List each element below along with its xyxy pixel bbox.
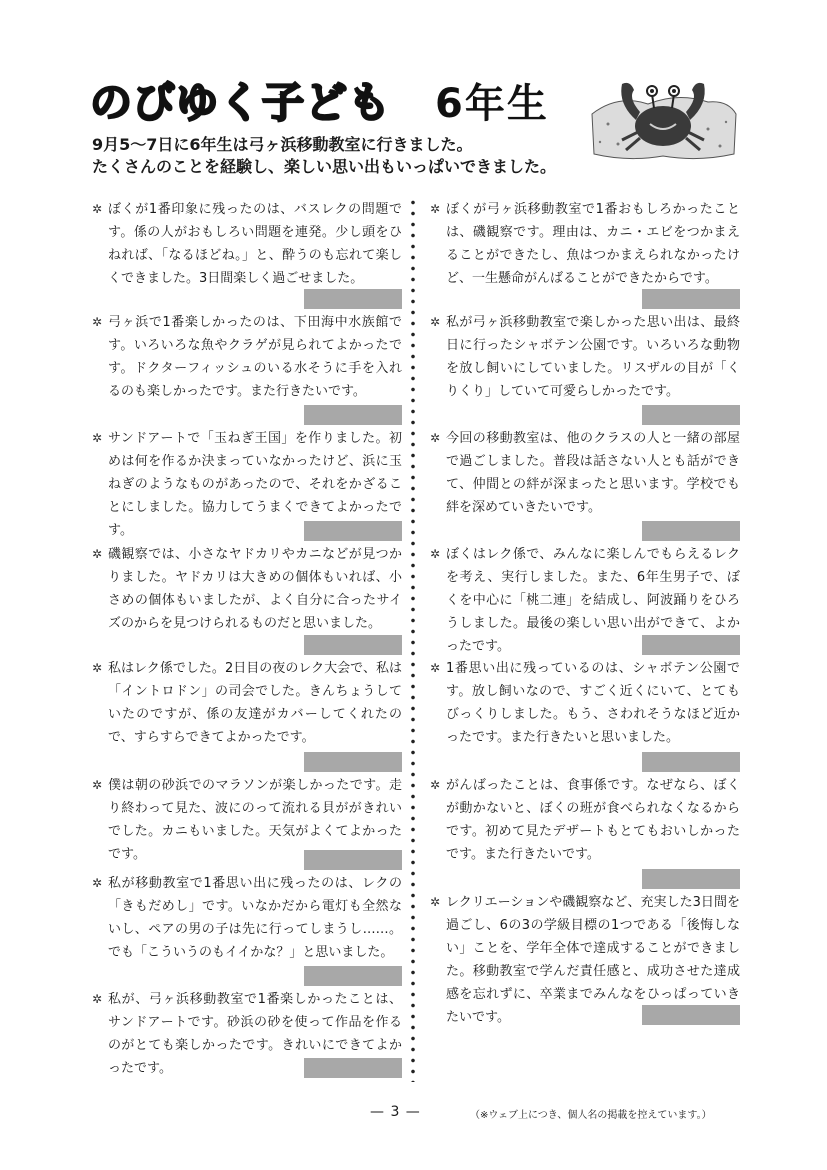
- list-item: [430, 543, 740, 657]
- entry-text: 私が弓ヶ浜移動教室で楽しかった思い出は、最終日に行ったシャボテン公園です。いろいろな動物を放し飼いにしていました。リスザルの目が「くりくり」していて可愛らしかったです。: [446, 315, 740, 399]
- bullet-icon: ✲: [430, 778, 441, 792]
- entry-text: 今回の移動教室は、他のクラスの人と一緒の部屋で過ごしました。普段は話さない人とも話ができて、仲間との絆が深まったと思います。学校でも絆を深めていきたいです。: [446, 431, 740, 515]
- list-item: [92, 872, 402, 988]
- bullet-icon: ✲: [430, 661, 441, 675]
- list-item: [92, 774, 402, 872]
- redacted-name: [304, 966, 402, 986]
- redacted-name: [304, 1058, 402, 1078]
- column-divider: [408, 197, 418, 1082]
- page-number: — 3 —: [370, 1104, 421, 1120]
- subtitle-line-1: 9月5～7日に6年生は弓ヶ浜移動教室に行きました。: [92, 135, 473, 154]
- bullet-icon: ✲: [92, 778, 103, 792]
- entry-text: 私が移動教室で1番思い出に残ったのは、レクの「きもだめし」です。いなかだから電灯も全然ないし、ペアの男の子は先に行ってしまうし……。でも「こういうのもイイかな？」と思いました。: [108, 876, 402, 960]
- privacy-note: （※ウェブ上につき、個人名の掲載を控えています。）: [470, 1110, 712, 1121]
- redacted-name: [304, 635, 402, 655]
- list-item: [92, 427, 402, 543]
- list-item: [430, 774, 740, 891]
- redacted-name: [304, 405, 402, 425]
- bullet-icon: ✲: [430, 315, 441, 329]
- bullet-icon: ✲: [430, 895, 441, 909]
- entry-text: 磯観察では、小さなヤドカリやカニなどが見つかりました。ヤドカリは大きめの個体もいれば、小さめの個体もいましたが、よく自分に合ったサイズのからを見つけられるものだと思いました。: [108, 547, 402, 631]
- redacted-name: [304, 752, 402, 772]
- entry-text: ぼくはレク係で、みんなに楽しんでもらえるレクを考え、実行しました。また、6年生男子で、ぼくを中心に「桃二連」を結成し、阿波踊りをひろうしました。最後の楽しい思い出ができて、よかったです。: [446, 547, 740, 654]
- redacted-name: [642, 752, 740, 772]
- entry-text: 私が、弓ヶ浜移動教室で1番楽しかったことは、サンドアートです。砂浜の砂を使って作品を作るのがとても楽しかったです。きれいにできてよかったです。: [108, 992, 402, 1076]
- list-item: [92, 988, 402, 1080]
- list-item: [430, 657, 740, 774]
- redacted-name: [642, 1005, 740, 1025]
- list-item: [92, 657, 402, 774]
- list-item: [430, 427, 740, 543]
- entry-text: レクリエーションや磯観察など、充実した3日間を過ごし、6の3の学級目標の1つである「後悔しない」ことを、学年全体で達成することができました。移動教室で学んだ責任感と、成功させた達成感を忘れずに、卒業までみんなをひっぱっていきたいです。: [446, 895, 740, 1025]
- list-item: [92, 198, 402, 311]
- list-item: [92, 543, 402, 657]
- subtitle-line-2: たくさんのことを経験し、楽しい思い出もいっぱいできました。: [92, 157, 557, 176]
- redacted-name: [642, 289, 740, 309]
- entry-text: 1番思い出に残っているのは、シャボテン公園です。放し飼いなので、すごく近くにいて、とてもびっくりしました。もう、さわれそうなほど近かったです。また行きたいと思いました。: [446, 661, 740, 745]
- bullet-icon: ✲: [92, 431, 103, 445]
- bullet-icon: ✲: [430, 431, 441, 445]
- entry-text: ぼくが弓ヶ浜移動教室で1番おもしろかったことは、磯観察です。理由は、カニ・エビをつかまえることができたし、魚はつかまえられなかったけど、一生懸命がんばることができたからです。: [446, 202, 740, 286]
- page-title: のびゆく子ども: [90, 78, 392, 127]
- bullet-icon: ✲: [92, 547, 103, 561]
- redacted-name: [642, 635, 740, 655]
- bullet-icon: ✲: [92, 992, 103, 1006]
- entry-text: サンドアートで「玉ねぎ王国」を作りました。初めは何を作るか決まっていなかったけど、浜に玉ねぎのようなものがあったので、それをかざることにしました。協力してうまくできてよかったです。: [108, 431, 402, 538]
- left-column: [92, 198, 402, 1080]
- list-item: [92, 311, 402, 427]
- bullet-icon: ✲: [92, 876, 103, 890]
- grade-title: 6年生: [435, 81, 549, 127]
- bullet-icon: ✲: [430, 202, 441, 216]
- redacted-name: [304, 850, 402, 870]
- entry-text: がんばったことは、食事係です。なぜなら、ぼくが動かないと、ぼくの班が食べられなくなるからです。初めて見たデザートもとてもおいしかったです。また行きたいです。: [446, 778, 740, 862]
- subtitle: [92, 134, 556, 178]
- bullet-icon: ✲: [92, 202, 103, 216]
- entry-text: 弓ヶ浜で1番楽しかったのは、下田海中水族館です。いろいろな魚やクラゲが見られてよかったです。ドクターフィッシュのいる水そうに手を入れるのも楽しかったです。また行きたいです。: [108, 315, 402, 399]
- bullet-icon: ✲: [92, 661, 103, 675]
- bullet-icon: ✲: [92, 315, 103, 329]
- entry-text: 僕は朝の砂浜でのマラソンが楽しかったです。走り終わって見た、波にのって流れる貝ががきれいでした。カニもいました。天気がよくてよかったです。: [108, 778, 402, 862]
- crab-illustration-icon: [588, 74, 738, 162]
- right-column: [430, 198, 740, 1027]
- redacted-name: [642, 869, 740, 889]
- list-item: [430, 311, 740, 427]
- list-item: [430, 198, 740, 311]
- redacted-name: [304, 521, 402, 541]
- redacted-name: [304, 289, 402, 309]
- entry-text: ぼくが1番印象に残ったのは、バスレクの問題です。係の人がおもしろい問題を連発。少し頭をひねれば、「なるほどね。」と、酔うのも忘れて楽しくできました。3日間楽しく過ごせました。: [108, 202, 402, 286]
- entry-text: 私はレク係でした。2日目の夜のレク大会で、私は「イントロドン」の司会でした。きんちょうしていたのですが、係の友達がカバーしてくれたので、すらすらできてよかったです。: [108, 661, 402, 745]
- bullet-icon: ✲: [430, 547, 441, 561]
- list-item: [430, 891, 740, 1027]
- redacted-name: [642, 521, 740, 541]
- redacted-name: [642, 405, 740, 425]
